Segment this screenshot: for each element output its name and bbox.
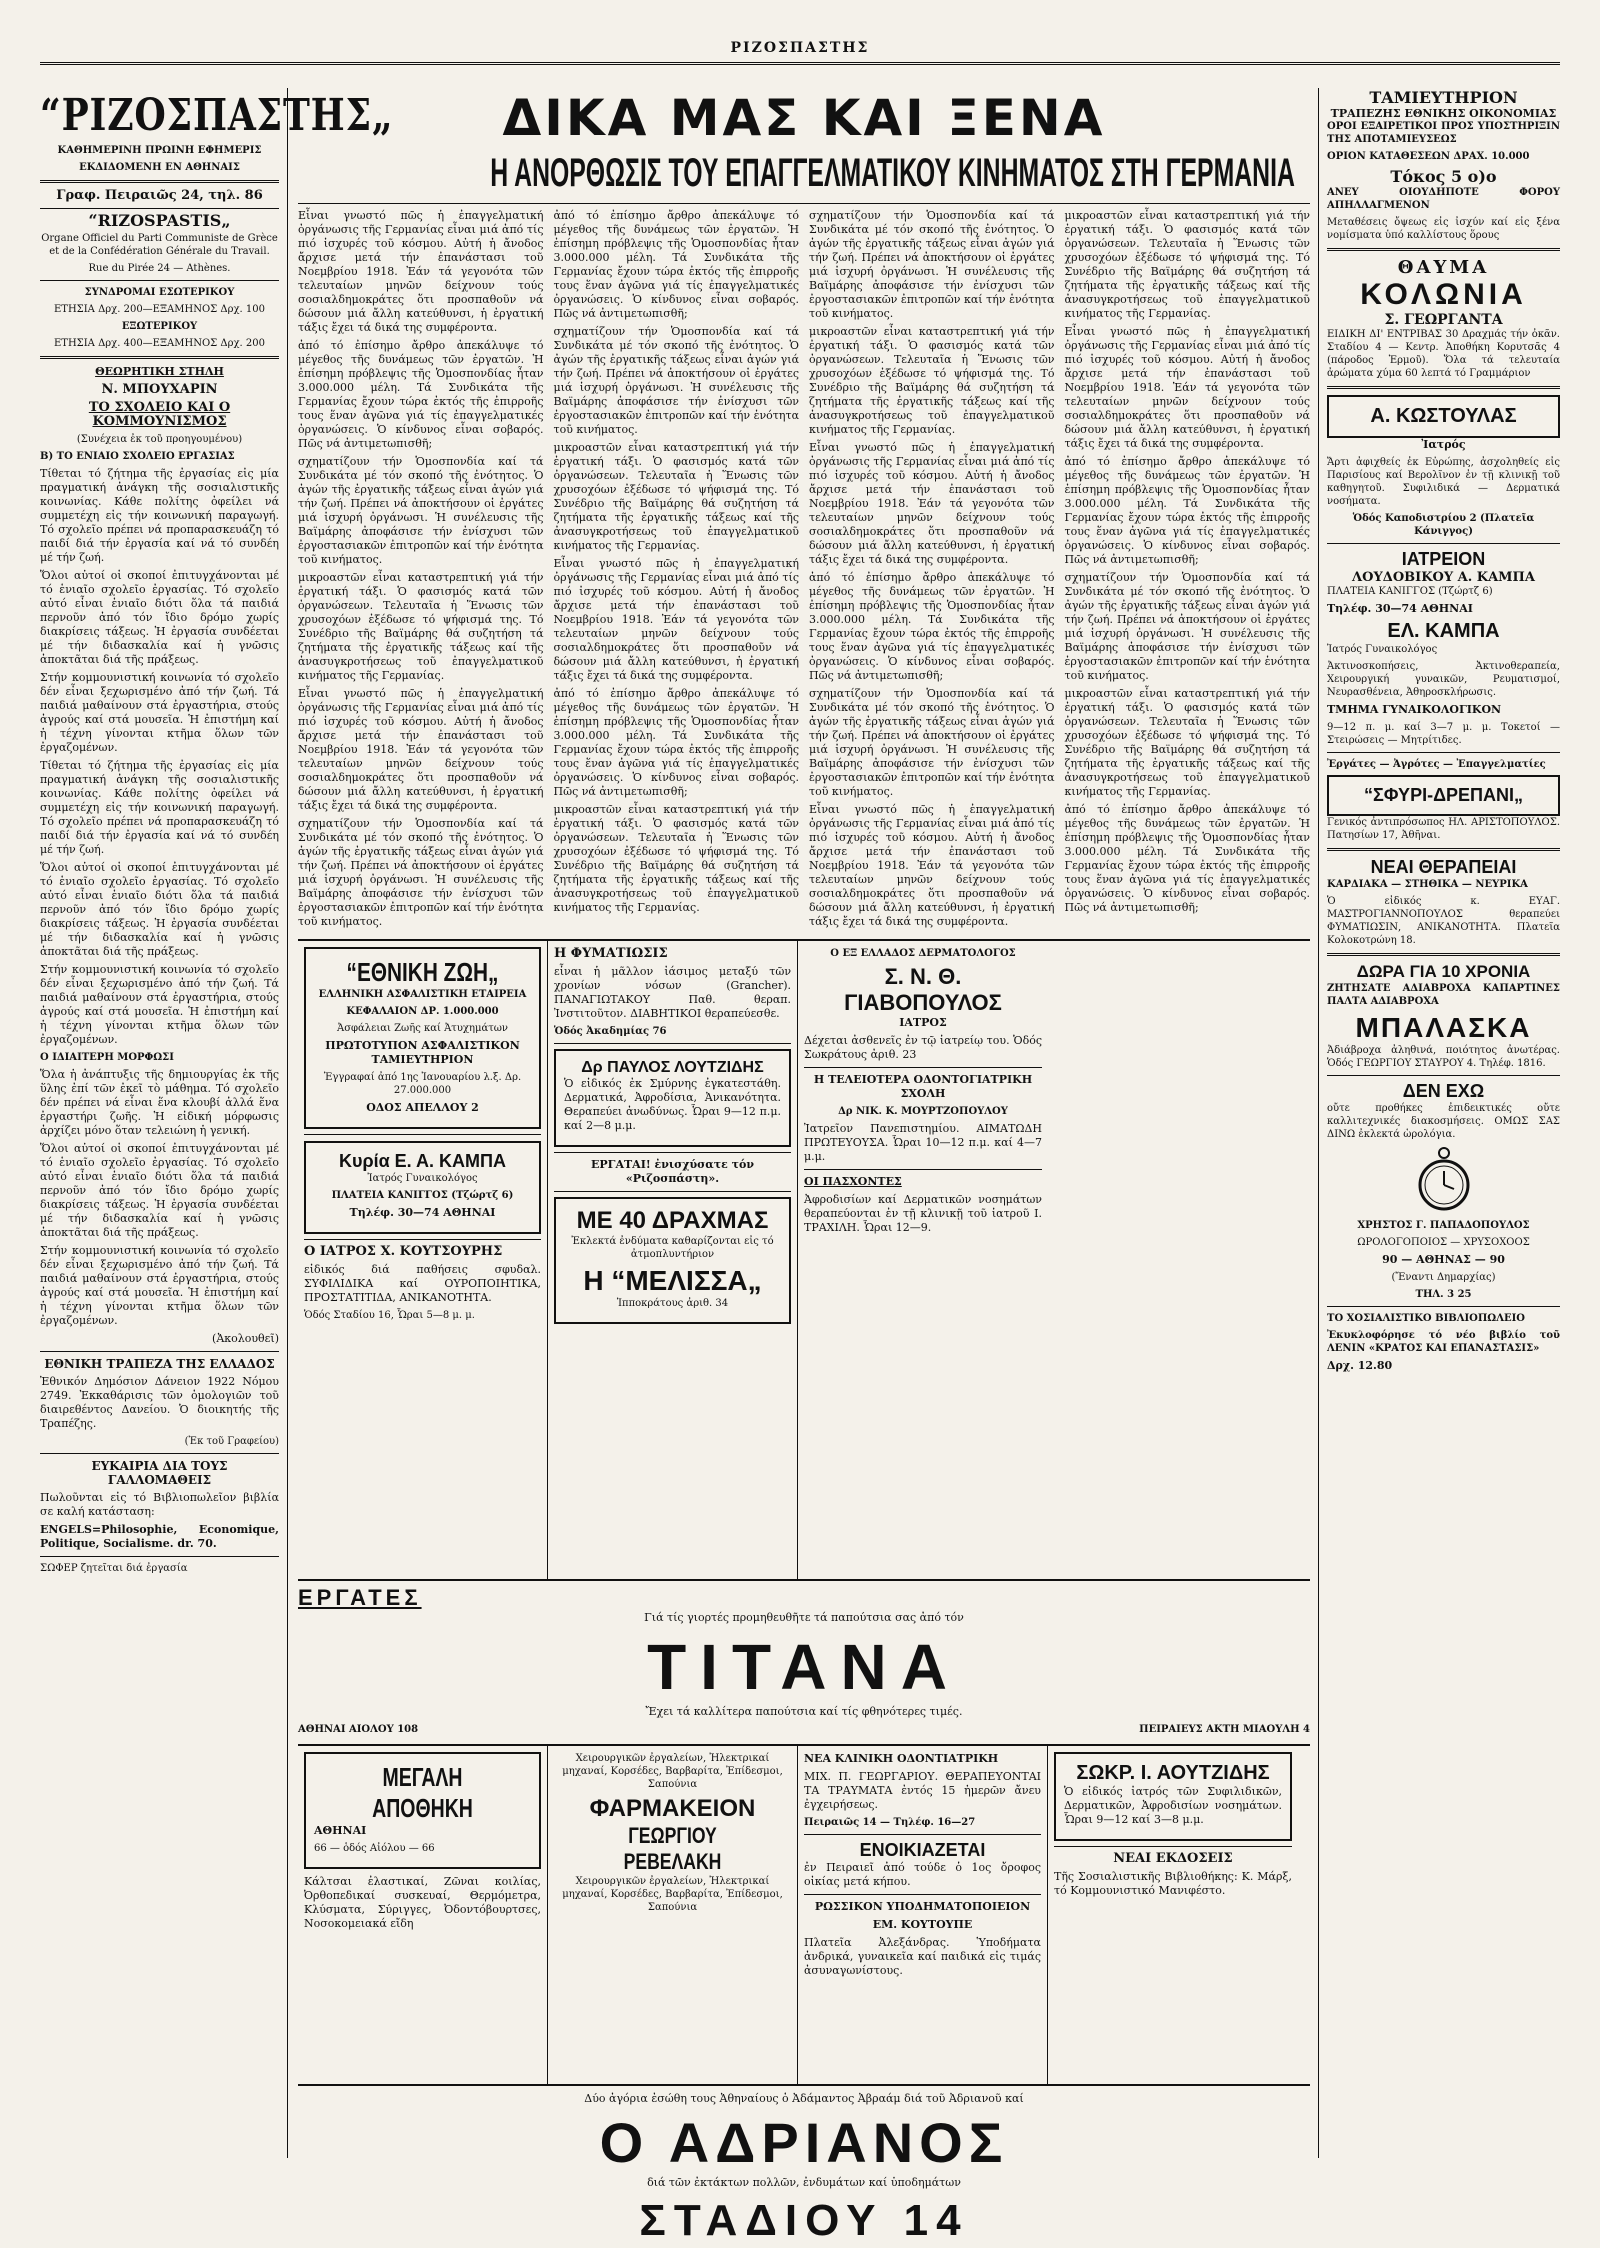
ad-kolonia: ΘΑΥΜΑ ΚΟΛΩΝΙΑ Σ. ΓΕΩΡΓΑΝΤΑ ΕΙΔΙΚΗ ΔΙ' ΕΝΤΡΙΒΑΣ 30 Δραχμάς τήν ὀκᾶν. Σταδίου 4 — Κεντρ. Ἀποθήκη Κορυτσᾶς 4 (πάροδος Ἑρμοῦ). Ὅλα τά τελευταία ἀρώματα χύμα 60 λεπτά τό Γραμμάριον bbox=[1327, 257, 1560, 379]
bank-notice-text: Ἐθνικόν Δημόσιον Δάνειον 1922 Νόμου 2749. Ἐκκαθάρισις τῶν ὁμολογιῶν τοῦ διαιρεθέντος Δανείου. Ὁ διοικητής τῆς Τραπέζης. bbox=[40, 1375, 279, 1430]
adrianos-logo: Ο ΑΔΡΙΑΝΟΣ bbox=[599, 2111, 1009, 2174]
ad-adrianos: Δύο ἀγόρια ἐσώθη τους Ἀθηναίους ὁ Ἀδάμαντος Ἀβραάμ διά τοῦ Ἀδριανοῦ καί Ο ΑΔΡΙΑΝΟΣ διά τῶν ἐκτάκτων πολλῶν, ἐνδυμάτων καί ὑποδημάτων ΣΤΑΔΙΟΥ 14 bbox=[298, 2084, 1310, 2248]
ad-koutsouris-title: Ο ΙΑΤΡΟΣ Χ. ΚΟΥΤΣΟΥΡΗΣ bbox=[304, 1244, 503, 1259]
ad-rent-text: ἐν Πειραιεῖ ἀπό τούδε ὁ 1ος ὄροφος οἰκίας μετά κήπου. bbox=[804, 1861, 1041, 1888]
ad-sfyri-lead: Ἐργάτες — Ἀγρότες — Ἐπαγγελματίες bbox=[1327, 759, 1546, 770]
ad-melissa: ΜΕ 40 ΔΡΑΧΜΑΣ Ἐκλεκτά ἐνδύματα καθαρίζονται εἰς τό ἀτμοπλυντήριον Η “ΜΕΛΙΣΣΑ„ Ἱπποκράτους ἀριθ. 34 bbox=[554, 1197, 791, 1324]
ad-koutsouris-text: εἰδικός διά παθήσεις σφυδαλ. ΣΥΦΙΛΙΔΙΚΑ καί ΟΥΡΟΠΟΙΗΤΙΚΑ, ΠΡΟΣΤΑΤΙΤΙΔΑ, ΑΝΙΚΑΝΟΤΗΤΑ. bbox=[304, 1263, 541, 1304]
ad-mpalaska: ΔΩΡΑ ΓΙΑ 10 ΧΡΟΝΙΑ ΖΗΤΗΣΑΤΕ ΑΔΙΑΒΡΟΧΑ ΚΑΠΑΡΤΙΝΕΣ ΠΑΛΤΑ ΑΔΙΑΒΡΟΧΑ ΜΠΑΛΑΣΚΑ Ἀδιάβροχα ἀληθινά, ποιότητος ἀνωτέρας. Ὁδός ΓΕΩΡΓΙΟΥ ΣΤΑΥΡΟΥ 4. Τηλέφ. 1816. bbox=[1327, 962, 1560, 1069]
ad-fymatiosis-foot: Ὁδός Ἀκαδημίας 76 bbox=[554, 1026, 667, 1037]
ad-ethniki-zoi: “ΕΘΝΙΚΗ ΖΩΗ„ ΕΛΛΗΝΙΚΗ ΑΣΦΑΛΙΣΤΙΚΗ ΕΤΑΙΡΕΙΑ ΚΕΦΑΛΑΙΟΝ ΔΡ. 1.000.000 Ἀσφάλειαι Ζωῆς καί Ἀτυχημάτων ΠΡΩΤΟΤΥΠΟΝ ΑΣΦΑΛΙΣΤΙΚΟΝ ΤΑΜΙΕΥΤΗΡΙΟΝ Ἐγγραφαί ἀπό 1ης Ἰανουαρίου λ.ξ. Δρ. 27.000.000 ΟΔΟΣ ΑΠΕΛΛΟΥ 2 bbox=[304, 947, 541, 1129]
running-head: ΡΙΖΟΣΠΑΣΤΗΣ bbox=[730, 40, 870, 56]
article-column: Εἶναι γνωστό πῶς ἡ ἐπαγγελματική ὀργάνωσις τῆς Γερμανίας εἶναι μιά ἀπό τίς πιό ἰσχυρές τοῦ κόσμου. Αὐτή ἡ ἄνοδος ἄρχισε μετά τήν ἐπανάστασι τοῦ Νοεμβρίου 1918. Ἐάν τά γεγονότα τῶν τελευταίων μηνῶν δείχνουν τούς σοσιαλδημοκράτες ὅτι προσπαθοῦν νά δώσουν μιά ἄλλη κατεύθυνσι, ἡ ἐργατική τάξις ἔχει τά δικά της συμφέροντα. ἀπό τό ἐπίσημο ἄρθρο ἀπεκάλυψε τό μέγεθος τῆς δυνάμεως τῶν ἐργατῶν. Ἡ ἐπίσημη πρόβλεψις τῆς Ὁμοσπονδίας ἦταν 3.000.000 μέλη. Τά Συνδικάτα τῆς Γερμανίας ἔχουν τώρα ἐκτός τῆς ἐπιρροῆς τους ἕναν ἀγῶνα γιά τίς ἐπαγγελματικές ὀργανώσεις. Ὁ κίνδυνος εἶναι σοβαρός. Πῶς νά ἀντιμετωπισθῆ; σχηματίζουν τήν Ὁμοσπονδία καί τά Συνδικάτα μέ τόν σκοπό τῆς ἐνότητος. Ὁ ἀγών τῆς ἐργατικῆς τάξεως εἶναι ἀγών γιά τήν ζωή. Πρέπει νά ἀποκτήσουν οἱ ἐργάτες μιά ἰσχυρή ὀργάνωσι. Ἡ συνέλευσις τῆς Βαϊμάρης ἀποφάσισε τήν ἐνίσχυσι τῶν ἐργοστασιακῶν ἐπιτροπῶν καί τήν ἑνότητα τοῦ κινήματος. μικροαστῶν εἶναι καταστρεπτική γιά τήν ἐργατική τάξι. Ὁ φασισμός κατά τῶν ὀργανώσεων. Τελευταῖα ἡ Ἕνωσις τῶν χρυσοχόων ἐξέδωσε τό ψήφισμά της. Τό Συνέδριο τῆς Βαϊμάρης θά συζητήση τά ζητήματα τῆς ἐργατικῆς τάξεως καί τῆς ἀνασυγκροτήσεως τοῦ ἐπαγγελματικοῦ κινήματος τῆς Γερμανίας. Εἶναι γνωστό πῶς ἡ ἐπαγγελματική ὀργάνωσις τῆς Γερμανίας εἶναι μιά ἀπό τίς πιό ἰσχυρές τοῦ κόσμου. Αὐτή ἡ ἄνοδος ἄρχισε μετά τήν ἐπανάστασι τοῦ Νοεμβρίου 1918. Ἐάν τά γεγονότα τῶν τελευταίων μηνῶν δείχνουν τούς σοσιαλδημοκράτες ὅτι προσπαθοῦν νά δώσουν μιά ἄλλη κατεύθυνσι, ἡ ἐργατική τάξις ἔχει τά δικά της συμφέροντα. σχηματίζουν τήν Ὁμοσπονδία καί τά Συνδικάτα μέ τόν σκοπό τῆς ἐνότητος. Ὁ ἀγών τῆς ἐργατικῆς τάξεως εἶναι ἀγών γιά τήν ζωή. Πρέπει νά ἀποκτήσουν οἱ ἐργάτες μιά ἰσχυρή ὀργάνωσι. Ἡ συνέλευσις τῆς Βαϊμάρης ἀποφάσισε τήν ἐνίσχυσι τῶν ἐργοστασιακῶν ἐπιτροπῶν καί τήν ἑνότητα τοῦ κινήματος. bbox=[298, 209, 544, 928]
latin-desc: Organe Officiel du Parti Communiste de Grèce et de la Confédération Générale du Travail. bbox=[41, 233, 278, 257]
ad-column-lower bbox=[1048, 1746, 1298, 2084]
ad-sfyri: “ΣΦΥΡΙ-ΔΡΕΠΑΝΙ„ bbox=[1327, 775, 1560, 816]
article-column: σχηματίζουν τήν Ὁμοσπονδία καί τά Συνδικάτα μέ τόν σκοπό τῆς ἐνότητος. Ὁ ἀγών τῆς ἐργατικῆς τάξεως εἶναι ἀγών γιά τήν ζωή. Πρέπει νά ἀποκτήσουν οἱ ἐργάτες μιά ἰσχυρή ὀργάνωσι. Ἡ συνέλευσις τῆς Βαϊμάρης ἀποφάσισε τήν ἐνίσχυσι τῶν ἐργοστασιακῶν ἐπιτροπῶν καί τήν ἑνότητα τοῦ κινήματος. μικροαστῶν εἶναι καταστρεπτική γιά τήν ἐργατική τάξι. Ὁ φασισμός κατά τῶν ὀργανώσεων. Τελευταῖα ἡ Ἕνωσις τῶν χρυσοχόων ἐξέδωσε τό ψήφισμά της. Τό Συνέδριο τῆς Βαϊμάρης θά συζητήση τά ζητήματα τῆς ἐργατικῆς τάξεως καί τῆς ἀνασυγκροτήσεως τοῦ ἐπαγγελματικοῦ κινήματος τῆς Γερμανίας. Εἶναι γνωστό πῶς ἡ ἐπαγγελματική ὀργάνωσις τῆς Γερμανίας εἶναι μιά ἀπό τίς πιό ἰσχυρές τοῦ κόσμου. Αὐτή ἡ ἄνοδος ἄρχισε μετά τήν ἐπανάστασι τοῦ Νοεμβρίου 1918. Ἐάν τά γεγονότα τῶν τελευταίων μηνῶν δείχνουν τούς σοσιαλδημοκράτες ὅτι προσπαθοῦν νά δώσουν μιά ἄλλη κατεύθυνσι, ἡ ἐργατική τάξις ἔχει τά δικά της συμφέροντα. ἀπό τό ἐπίσημο ἄρθρο ἀπεκάλυψε τό μέγεθος τῆς δυνάμεως τῶν ἐργατῶν. Ἡ ἐπίσημη πρόβλεψις τῆς Ὁμοσπονδίας ἦταν 3.000.000 μέλη. Τά Συνδικάτα τῆς Γερμανίας ἔχουν τώρα ἐκτός τῆς ἐπιρροῆς τους ἕναν ἀγῶνα γιά τίς ἐπαγγελματικές ὀργανώσεις. Ὁ κίνδυνος εἶναι σοβαρός. Πῶς νά ἀντιμετωπισθῆ; σχηματίζουν τήν Ὁμοσπονδία καί τά Συνδικάτα μέ τόν σκοπό τῆς ἐνότητος. Ὁ ἀγών τῆς ἐργατικῆς τάξεως εἶναι ἀγών γιά τήν ζωή. Πρέπει νά ἀποκτήσουν οἱ ἐργάτες μιά ἰσχυρή ὀργάνωσι. Ἡ συνέλευσις τῆς Βαϊμάρης ἀποφάσισε τήν ἐνίσχυσι τῶν ἐργοστασιακῶν ἐπιτροπῶν καί τήν ἑνότητα τοῦ κινήματος. Εἶναι γνωστό πῶς ἡ ἐπαγγελματική ὀργάνωσις τῆς Γερμανίας εἶναι μιά ἀπό τίς πιό ἰσχυρές τοῦ κόσμου. Αὐτή ἡ ἄνοδος ἄρχισε μετά τήν ἐπανάστασι τοῦ Νοεμβρίου 1918. Ἐάν τά γεγονότα τῶν τελευταίων μηνῶν δείχνουν τούς σοσιαλδημοκράτες ὅτι προσπαθοῦν νά δώσουν μιά ἄλλη κατεύθυνσι, ἡ ἐργατική τάξις ἔχει τά δικά της συμφέροντα. bbox=[809, 209, 1055, 928]
section-heading: Ο ΙΔΙΑΙΤΕΡΗ ΜΟΡΦΩΣΙ bbox=[40, 1052, 174, 1063]
ad-kostoulas: Α. ΚΩΣΤΟΥΛΑΣ bbox=[1327, 395, 1560, 438]
ad-kampa: Κυρία Ε. Α. ΚΑΜΠΑ Ἰατρός Γυναικολόγος ΠΛΑΤΕΙΑ ΚΑΝΙΓΓΟΣ (Τζώρτζ 6) Τηλέφ. 30—74 ΑΘΗΝΑΙ bbox=[304, 1141, 541, 1234]
latin-title: “RIZOSPASTIS„ bbox=[88, 211, 231, 230]
section-banner: ΔΙΚΑ ΜΑΣ ΚΑΙ ΞΕΝΑ bbox=[502, 89, 1106, 147]
subscriptions-title: ΣΥΝΔΡΟΜΑΙ ΕΣΩΤΕΡΙΚΟΥ bbox=[84, 287, 235, 298]
masthead: “ΡΙΖΟΣΠΑΣΤΗΣ„ bbox=[40, 90, 394, 141]
opportunity-books: ENGELS=Philosophie, Economique, Politique, Socialisme. dr. 70. bbox=[40, 1523, 279, 1550]
ad-dermatologist-text: Δέχεται ἀσθενεῖς ἐν τῷ ἰατρείῳ του. Ὁδός Σωκράτους ἀριθ. 23 bbox=[804, 1034, 1042, 1061]
column-title: ΘΕΩΡΗΤΙΚΗ ΣΤΗΛΗ bbox=[95, 365, 224, 378]
author: Ν. ΜΠΟΥΧΑΡΙΝ bbox=[101, 382, 218, 397]
subscriptions-foreign: ΕΤΗΣΙΑ Δρχ. 400—ΕΞΑΜΗΝΟΣ Δρχ. 200 bbox=[53, 338, 266, 349]
ad-dental-title: Η ΤΕΛΕΙΟΤΕΡΑ ΟΔΟΝΤΟΓΙΑΤΡΙΚΗ ΣΧΟΛΗ bbox=[813, 1073, 1033, 1100]
ad-column-lower bbox=[798, 1746, 1048, 2084]
ad-column bbox=[298, 941, 548, 1579]
article-signature: (Ἀκολουθεῖ) bbox=[212, 1332, 279, 1345]
article-paragraph: Τίθεται τό ζήτημα τῆς ἐργασίας εἰς μία πραγματική ἀνάγκη τῆς σοσιαλιστικῆς κοινωνίας. Κάθε πολίτης ὀφείλει νά συμμετέχη εἰς τήν κοινωνική παραγωγή. Τό σχολεῖο πρέπει νά προπαρασκευάζη τό παιδί διά τήν ἐργασία καί νά τό συνδέη μέ τήν ζωή. bbox=[40, 467, 279, 564]
ad-bookshop: ΤΟ ΧΟΣΙΑΛΙΣΤΙΚΟ ΒΙΒΛΙΟΠΩΛΕΙΟ Ἐκυκλοφόρησε τό νέο βιβλίο τοῦ ΛΕΝΙΝ «ΚΡΑΤΟΣ ΚΑΙ ΕΠΑΝΑΣΤΑΣΙΣ» Δρχ. 12.80 bbox=[1327, 1313, 1560, 1372]
ad-kostoulas-sub: Ἰατρός bbox=[1421, 438, 1466, 451]
newspaper-page bbox=[40, 40, 1560, 2245]
ad-iatreion: ΙΑΤΡΕΙΟΝ ΛΟΥΔΟΒΙΚΟΥ Α. ΚΑΜΠΑ ΠΛΑΤΕΙΑ ΚΑΝΙΓΓΟΣ (Τζώρτζ 6) Τηλέφ. 30—74 ΑΘΗΝΑΙ ΕΛ. ΚΑΜΠΑ Ἰατρός Γυναικολόγος Ἀκτινοσκοπήσεις, Ἀκτινοθεραπεία, Χειρουργική γυναικῶν, Ρευματισμοί, Νευρασθένεια, Ἀθηροσκλήρωσις. ΤΜΗΜΑ ΓΥΝΑΙΚΟΛΟΓΙΚΟΝ 9—12 π. μ. καί 3—7 μ. μ. Τοκετοί — Στειρώσεις — Μητρίτιδες. bbox=[1327, 549, 1560, 746]
ad-shoes-text: Πλατεῖα Ἀλεξάνδρας. Ὑποδήματα ἀνδρικά, γυναικεῖα καί παιδικά εἰς τιμάς ἀσυναγωνίστους. bbox=[804, 1936, 1041, 1977]
classified-footer: ΣΩΦΕΡ ζητεῖται διά ἐργασία bbox=[40, 1563, 188, 1574]
ad-column bbox=[798, 941, 1048, 1579]
ad-shoes-name: ΕΜ. ΚΟΥΤΟΥΠΕ bbox=[872, 1918, 973, 1931]
article-paragraph: Στήν κομμουνιστική κοινωνία τό σχολεῖο δέν εἶναι ξεχωρισμένο ἀπό τήν ζωή. Τά παιδιά μαθαίνουν στά ἐργαστήρια, στούς ἀγρούς καί στά μουσεῖα. Ἡ ἐπιστήμη καί ἡ τέχνη γίνονται κτῆμα ὅλων τῶν ἐργαζομένων. bbox=[40, 963, 279, 1046]
article-paragraph: Ὅλοι αὐτοί οἱ σκοποί ἐπιτυγχάνονται μέ τό ἑνιαῖο σχολεῖο ἐργασίας. Τό σχολεῖο αὐτό εἶναι ἑνιαῖο διότι ὅλα τά παιδιά περνοῦν ἀπό τόν ἴδιο δρόμο χωρίς διακρίσεις τάξεως. Ἡ ἐργασία συνδέεται μέ τήν διδασκαλία καί ἡ γνῶσις ἀποκτᾶται διά τῆς πράξεως. bbox=[40, 569, 279, 666]
office-address: Γραφ. Πειραιῶς 24, τηλ. 86 bbox=[56, 188, 263, 203]
article-paragraph: Ὅλα ἡ ἀνάπτυξις τῆς δημιουργίας ἐκ τῆς ὕλης ἐπί τῶν ἐκεῖ τὸ μάθημα. Τό σχολεῖο δέν πρέπει νά εἶναι ἕνα κλουβί ἀλλά ἕνα ἐργαστήρι ζωῆς. Ἡ εἰδική μόρφωσις ἀρχίζει μόνο ὅταν τελειώνη ἡ γενική. bbox=[40, 1068, 279, 1137]
ad-titana: ΕΡΓΑΤΕΣ Γιά τίς γιορτές προμηθευθῆτε τά παπούτσια σας ἀπό τόν ΤΙΤΑΝΑ Ἔχει τά καλλίτερα παπούτσια καί τίς φθηνότερες τιμές. ΑΘΗΝΑΙ ΑΙΟΛΟΥ 108 ΠΕΙΡΑΙΕΥΣ ΑΚΤΗ ΜΙΑΟΥΛΗ 4 bbox=[298, 1579, 1310, 1744]
opportunity-title: ΕΥΚΑΙΡΙΑ ΔΙΑ ΤΟΥΣ ΓΑΛΛΟΜΑΘΕΙΣ bbox=[91, 1459, 228, 1487]
article-paragraph: Στήν κομμουνιστική κοινωνία τό σχολεῖο δέν εἶναι ξεχωρισμένο ἀπό τήν ζωή. Τά παιδιά μαθαίνουν στά ἐργαστήρια, στούς ἀγρούς καί στά μουσεῖα. Ἡ ἐπιστήμη καί ἡ τέχνη γίνονται κτῆμα ὅλων τῶν ἐργαζομένων. bbox=[40, 671, 279, 754]
main-article bbox=[298, 209, 1310, 939]
article-paragraph: Ὅλοι αὐτοί οἱ σκοποί ἐπιτυγχάνονται μέ τό ἑνιαῖο σχολεῖο ἐργασίας. Τό σχολεῖο αὐτό εἶναι ἑνιαῖο διότι ὅλα τά παιδιά περνοῦν ἀπό τόν ἴδιο δρόμο χωρίς διακρίσεις τάξεως. Ἡ ἐργασία συνδέεται μέ τήν διδασκαλία καί ἡ γνῶσις ἀποκτᾶται διά τῆς πράξεως. bbox=[40, 1142, 279, 1239]
ad-store: ΜΕΓΑΛΗ ΑΠΟΘΗΚΗ ΑΘΗΝΑΙ 66 — ὁδός Αἰόλου — 66 Κάλτσαι ἐλαστικαί, Ζῶναι κοιλίας, Ὀρθοπεδικαί συσκευαί, Θερμόμετρα, Κλύσματα, Σύριγγες, Ὀδοντόβουρτσες, Νοσοκομειακά εἴδη bbox=[298, 1746, 548, 2084]
article-title: ΤΟ ΣΧΟΛΕΙΟ ΚΑΙ Ο ΚΟΜΜΟΥΝΙΣΜΟΣ bbox=[88, 400, 231, 429]
ad-loutzidis: Δρ ΠΑΥΛΟΣ ΛΟΥΤΖΙΔΗΣ Ὁ εἰδικός ἐκ Σμύρνης ἐγκατεστάθη. Δερματικά, Ἀφροδίσια, Ἀνικανότητα. Θεραπεύει ἀνωδύνως. Ὧραι 9—12 π.μ. καί 2—8 μ.μ. bbox=[554, 1049, 791, 1147]
top-rule bbox=[40, 62, 1560, 65]
titana-logo: ΤΙΤΑΝΑ bbox=[647, 1631, 961, 1703]
ad-patients-text: Ἀφροδισίων καί Δερματικῶν νοσημάτων θεραπεύονται ἐν τῇ κλινικῇ τοῦ ἰατροῦ Ι. ΤΡΑΧΙΛΗ. Ὧραι 12—9. bbox=[804, 1193, 1042, 1234]
ad-fymatiosis-title: Η ΦΥΜΑΤΙΩΣΙΣ bbox=[554, 946, 668, 961]
center-column bbox=[298, 88, 1310, 2245]
opportunity-text: Πωλοῦνται εἰς τό Βιβλιοπωλεῖον βιβλία σε καλή κατάσταση: bbox=[40, 1491, 279, 1518]
article-paragraph: Τίθεται τό ζήτημα τῆς ἐργασίας εἰς μία πραγματική ἀνάγκη τῆς σοσιαλιστικῆς κοινωνίας. Κάθε πολίτης ὀφείλει νά συμμετέχη εἰς τήν κοινωνική παραγωγή. Τό σχολεῖο πρέπει νά προπαρασκευάζη τό παιδί διά τήν ἐργασία καί νά τό συνδέη μέ τήν ζωή. bbox=[40, 759, 279, 856]
ad-therapies: ΝΕΑΙ ΘΕΡΑΠΕΙΑΙ ΚΑΡΔΙΑΚΑ — ΣΤΗΘΙΚΑ — ΝΕΥΡΙΚΑ Ὁ εἰδικός κ. ΕΥΑΓ. ΜΑΣΤΡΟΓΙΑΝΝΟΠΟΥΛΟΣ θεραπεύει ΦΥΜΑΤΙΩΣΙΝ, ΑΝΙΚΑΝΟΤΗΤΑ. Πλατεῖα Κολοκοτρώνη 18. bbox=[1327, 857, 1560, 946]
ad-clinic-addr: Πειραιῶς 14 — Τηλέφ. 16—27 bbox=[804, 1817, 976, 1828]
ad-workers-note: ΕΡΓΑΤΑΙ! ἐνισχύσατε τόν «Ριζοσπάστη». bbox=[590, 1158, 754, 1185]
bank-notice-title: ΕΘΝΙΚΗ ΤΡΑΠΕΖΑ ΤΗΣ ΕΛΛΑΔΟΣ bbox=[44, 1357, 275, 1371]
ad-clinic-text: ΜΙΧ. Π. ΓΕΩΡΓΑΡΙΟΥ. ΘΕΡΑΠΕΥΟΝΤΑΙ ΤΑ ΤΡΑΥΜΑΤΑ ἐντός 15 ἡμερῶν ἄνευ ἐγχειρήσεως. bbox=[804, 1770, 1041, 1811]
ad-pharmacy: Χειρουργικῶν ἐργαλείων, Ἠλεκτρικαί μηχαναί, Κορσέδες, Βαρβαρίτα, Ἐπίδεσμοι, Σαπούνια ΦΑΡΜΑΚΕΙΟΝ ΓΕΩΡΓΙΟΥ ΡΕΒΕΛΑΚΗ Χειρουργικῶν ἐργαλείων, Ἠλεκτρικαί μηχαναί, Κορσέδες, Βαρβαρίτα, Ἐπίδεσμοι, Σαπούνια bbox=[548, 1746, 798, 2084]
ad-dental-text: Ἰατρεῖον Πανεπιστημίου. ΑΙΜΑΤΩΔΗ ΠΡΩΤΕΥΟΥΣΑ. Ὧραι 10—12 π.μ. καί 4—7 μ.μ. bbox=[804, 1122, 1042, 1163]
ad-kostoulas-text: Ἄρτι ἀφιχθείς ἐκ Εὐρώπης, ἀσχοληθείς εἰς Παρισίους καί Βερολῖνον ἐν τῇ κλινικῇ τοῦ καθηγητοῦ. Συφιλιδικά — Δερματικά νοσήματα. bbox=[1327, 457, 1560, 507]
ads-row-lower bbox=[298, 1744, 1310, 2084]
subscriptions-title-foreign: ΕΞΩΤΕΡΙΚΟΥ bbox=[121, 321, 198, 332]
latin-address: Rue du Pirée 24 — Athènes. bbox=[88, 263, 231, 274]
ad-dermatologist-sub: ΙΑΤΡΟΣ bbox=[899, 1016, 947, 1029]
ad-clinic-title: ΝΕΑ ΚΛΙΝΙΚΗ ΟΔΟΝΤΙΑΤΡΙΚΗ bbox=[804, 1752, 999, 1765]
subscriptions-domestic: ΕΤΗΣΙΑ Δρχ. 200—ΕΞΑΜΗΝΟΣ Δρχ. 100 bbox=[53, 304, 266, 315]
ad-dermatologist-name: Σ. Ν. Θ. ΓΙΑΒΟΠΟΥΛΟΣ bbox=[844, 964, 1002, 1015]
ad-rent-title: ΕΝΟΙΚΙΑΖΕΤΑΙ bbox=[859, 1840, 986, 1860]
article-paragraph: Ὅλοι αὐτοί οἱ σκοποί ἐπιτυγχάνονται μέ τό ἑνιαῖο σχολεῖο ἐργασίας. Τό σχολεῖο αὐτό εἶναι ἑνιαῖο διότι ὅλα τά παιδιά περνοῦν ἀπό τόν ἴδιο δρόμο χωρίς διακρίσεις τάξεως. Ἡ ἐργασία συνδέεται μέ τήν διδασκαλία καί ἡ γνῶσις ἀποκτᾶται διά τῆς πράξεως. bbox=[40, 861, 279, 958]
ad-dental-name: Δρ ΝΙΚ. Κ. ΜΟΥΡΤΖΟΠΟΥΛΟΥ bbox=[838, 1106, 1008, 1117]
ad-patients-title: ΟΙ ΠΑΣΧΟΝΤΕΣ bbox=[804, 1175, 902, 1188]
article-subtitle: (Συνέχεια ἐκ τοῦ προηγουμένου) bbox=[76, 434, 243, 445]
adrianos-address: ΣΤΑΔΙΟΥ 14 bbox=[639, 2196, 969, 2245]
main-headline: Η ΑΝΟΡΘΩΣΙΣ ΤΟΥ ΕΠΑΓΓΕΛΜΑΤΙΚΟΥ ΚΙΝΗΜΑΤΟΣ ΣΤΗ ΓΕΡΜΑΝΙΑ bbox=[490, 151, 1295, 195]
masthead-sub1: ΚΑΘΗΜΕΡΙΝΗ ΠΡΩΙΝΗ ΕΦΗΜΕΡΙΣ bbox=[57, 145, 262, 156]
article-column: ἀπό τό ἐπίσημο ἄρθρο ἀπεκάλυψε τό μέγεθος τῆς δυνάμεως τῶν ἐργατῶν. Ἡ ἐπίσημη πρόβλεψις τῆς Ὁμοσπονδίας ἦταν 3.000.000 μέλη. Τά Συνδικάτα τῆς Γερμανίας ἔχουν τώρα ἐκτός τῆς ἐπιρροῆς τους ἕναν ἀγῶνα γιά τίς ἐπαγγελματικές ὀργανώσεις. Ὁ κίνδυνος εἶναι σοβαρός. Πῶς νά ἀντιμετωπισθῆ; σχηματίζουν τήν Ὁμοσπονδία καί τά Συνδικάτα μέ τόν σκοπό τῆς ἐνότητος. Ὁ ἀγών τῆς ἐργατικῆς τάξεως εἶναι ἀγών γιά τήν ζωή. Πρέπει νά ἀποκτήσουν οἱ ἐργάτες μιά ἰσχυρή ὀργάνωσι. Ἡ συνέλευσις τῆς Βαϊμάρης ἀποφάσισε τήν ἐνίσχυσι τῶν ἐργοστασιακῶν ἐπιτροπῶν καί τήν ἑνότητα τοῦ κινήματος. μικροαστῶν εἶναι καταστρεπτική γιά τήν ἐργατική τάξι. Ὁ φασισμός κατά τῶν ὀργανώσεων. Τελευταῖα ἡ Ἕνωσις τῶν χρυσοχόων ἐξέδωσε τό ψήφισμά της. Τό Συνέδριο τῆς Βαϊμάρης θά συζητήση τά ζητήματα τῆς ἐργατικῆς τάξεως καί τῆς ἀνασυγκροτήσεως τοῦ ἐπαγγελματικοῦ κινήματος τῆς Γερμανίας. Εἶναι γνωστό πῶς ἡ ἐπαγγελματική ὀργάνωσις τῆς Γερμανίας εἶναι μιά ἀπό τίς πιό ἰσχυρές τοῦ κόσμου. Αὐτή ἡ ἄνοδος ἄρχισε μετά τήν ἐπανάστασι τοῦ Νοεμβρίου 1918. Ἐάν τά γεγονότα τῶν τελευταίων μηνῶν δείχνουν τούς σοσιαλδημοκράτες ὅτι προσπαθοῦν νά δώσουν μιά ἄλλη κατεύθυνσι, ἡ ἐργατική τάξις ἔχει τά δικά της συμφέροντα. ἀπό τό ἐπίσημο ἄρθρο ἀπεκάλυψε τό μέγεθος τῆς δυνάμεως τῶν ἐργατῶν. Ἡ ἐπίσημη πρόβλεψις τῆς Ὁμοσπονδίας ἦταν 3.000.000 μέλη. Τά Συνδικάτα τῆς Γερμανίας ἔχουν τώρα ἐκτός τῆς ἐπιρροῆς τους ἕναν ἀγῶνα γιά τίς ἐπαγγελματικές ὀργανώσεις. Ὁ κίνδυνος εἶναι σοβαρός. Πῶς νά ἀντιμετωπισθῆ; μικροαστῶν εἶναι καταστρεπτική γιά τήν ἐργατική τάξι. Ὁ φασισμός κατά τῶν ὀργανώσεων. Τελευταῖα ἡ Ἕνωσις τῶν χρυσοχόων ἐξέδωσε τό ψήφισμά της. Τό Συνέδριο τῆς Βαϊμάρης θά συζητήση τά ζητήματα τῆς ἐργατικῆς τάξεως καί τῆς ἀνασυγκροτήσεως τοῦ ἐπαγγελματικοῦ κινήματος τῆς Γερμανίας. bbox=[553, 209, 799, 914]
article-column: μικροαστῶν εἶναι καταστρεπτική γιά τήν ἐργατική τάξι. Ὁ φασισμός κατά τῶν ὀργανώσεων. Τελευταῖα ἡ Ἕνωσις τῶν χρυσοχόων ἐξέδωσε τό ψήφισμά της. Τό Συνέδριο τῆς Βαϊμάρης θά συζητήση τά ζητήματα τῆς ἐργατικῆς τάξεως καί τῆς ἀνασυγκροτήσεως τοῦ ἐπαγγελματικοῦ κινήματος τῆς Γερμανίας. Εἶναι γνωστό πῶς ἡ ἐπαγγελματική ὀργάνωσις τῆς Γερμανίας εἶναι μιά ἀπό τίς πιό ἰσχυρές τοῦ κόσμου. Αὐτή ἡ ἄνοδος ἄρχισε μετά τήν ἐπανάστασι τοῦ Νοεμβρίου 1918. Ἐάν τά γεγονότα τῶν τελευταίων μηνῶν δείχνουν τούς σοσιαλδημοκράτες ὅτι προσπαθοῦν νά δώσουν μιά ἄλλη κατεύθυνσι, ἡ ἐργατική τάξις ἔχει τά δικά της συμφέροντα. ἀπό τό ἐπίσημο ἄρθρο ἀπεκάλυψε τό μέγεθος τῆς δυνάμεως τῶν ἐργατῶν. Ἡ ἐπίσημη πρόβλεψις τῆς Ὁμοσπονδίας ἦταν 3.000.000 μέλη. Τά Συνδικάτα τῆς Γερμανίας ἔχουν τώρα ἐκτός τῆς ἐπιρροῆς τους ἕναν ἀγῶνα γιά τίς ἐπαγγελματικές ὀργανώσεις. Ὁ κίνδυνος εἶναι σοβαρός. Πῶς νά ἀντιμετωπισθῆ; σχηματίζουν τήν Ὁμοσπονδία καί τά Συνδικάτα μέ τόν σκοπό τῆς ἐνότητος. Ὁ ἀγών τῆς ἐργατικῆς τάξεως εἶναι ἀγών γιά τήν ζωή. Πρέπει νά ἀποκτήσουν οἱ ἐργάτες μιά ἰσχυρή ὀργάνωσι. Ἡ συνέλευσις τῆς Βαϊμάρης ἀποφάσισε τήν ἐνίσχυσι τῶν ἐργοστασιακῶν ἐπιτροπῶν καί τήν ἑνότητα τοῦ κινήματος. μικροαστῶν εἶναι καταστρεπτική γιά τήν ἐργατική τάξι. Ὁ φασισμός κατά τῶν ὀργανώσεων. Τελευταῖα ἡ Ἕνωσις τῶν χρυσοχόων ἐξέδωσε τό ψήφισμά της. Τό Συνέδριο τῆς Βαϊμάρης θά συζητήση τά ζητήματα τῆς ἐργατικῆς τάξεως καί τῆς ἀνασυγκροτήσεως τοῦ ἐπαγγελματικοῦ κινήματος τῆς Γερμανίας. ἀπό τό ἐπίσημο ἄρθρο ἀπεκάλυψε τό μέγεθος τῆς δυνάμεως τῶν ἐργατῶν. Ἡ ἐπίσημη πρόβλεψις τῆς Ὁμοσπονδίας ἦταν 3.000.000 μέλη. Τά Συνδικάτα τῆς Γερμανίας ἔχουν τώρα ἐκτός τῆς ἐπιρροῆς τους ἕναν ἀγῶνα γιά τίς ἐπαγγελματικές ὀργανώσεις. Ὁ κίνδυνος εἶναι σοβαρός. Πῶς νά ἀντιμετωπισθῆ; bbox=[1064, 209, 1310, 914]
ad-sfyri-text: Γενικός ἀντιπρόσωπος ΗΛ. ΑΡΙΣΤΟΠΟΥΛΟΣ. Πατησίων 17, Ἀθῆναι. bbox=[1327, 817, 1560, 841]
ad-dermatologist-title: Ο ΕΞ ΕΛΛΑΔΟΣ ΔΕΡΜΑΤΟΛΟΓΟΣ bbox=[830, 948, 1016, 959]
right-column bbox=[1318, 88, 1560, 2158]
ad-koutsouris-addr: Ὁδός Σταδίου 16, Ὧραι 5—8 μ. μ. bbox=[304, 1310, 475, 1321]
section-heading: Β) ΤΟ ΕΝΙΑΙΟ ΣΧΟΛΕΙΟ ΕΡΓΑΣΙΑΣ bbox=[40, 451, 235, 462]
ad-shoes-title: ΡΩΣΣΙΚΟΝ ΥΠΟΔΗΜΑΤΟΠΟΙΕΙΟΝ bbox=[814, 1900, 1031, 1913]
article-paragraph: Στήν κομμουνιστική κοινωνία τό σχολεῖο δέν εἶναι ξεχωρισμένο ἀπό τήν ζωή. Τά παιδιά μαθαίνουν στά ἐργαστήρια, στούς ἀγρούς καί στά μουσεῖα. Ἡ ἐπιστήμη καί ἡ τέχνη γίνονται κτῆμα ὅλων τῶν ἐργαζομένων. bbox=[40, 1244, 279, 1327]
ad-column bbox=[548, 941, 798, 1579]
ad-watchmaker: ΔΕΝ ΕΧΩ οὔτε προθήκες ἐπιδεικτικές οὔτε καλλιτεχνικές διακοσμήσεις. ΟΜΩΣ ΣΑΣ ΔΙΝΩ ἐκλεκτά ὡρολόγια. ΧΡΗΣΤΟΣ Γ. ΠΑΠΑΔΟΠΟΥΛΟΣ ΩΡΟΛΟΓΟΠΟΙΟΣ — ΧΡΥΣΟΧΟΟΣ 90 — ΑΘΗΝΑΣ — 90 (Ἔναντι Δημαρχίας) ΤΗΛ. 3 25 bbox=[1327, 1081, 1560, 1300]
ad-fymatiosis-text: εἶναι ἡ μᾶλλον ἰάσιμος μεταξύ τῶν χρονίων νόσων (Grancher). ΠΑΝΑΓΙΩΤΑΚΟΥ Παθ. θεραπ. Ἰνστιτοῦτον. ΔΙΑΒΗΤΙΚΟΙ θεραπεύεσθε. bbox=[554, 965, 791, 1020]
ads-row bbox=[298, 939, 1310, 1579]
new-editions-title: ΝΕΑΙ ΕΚΔΟΣΕΙΣ bbox=[1113, 1851, 1233, 1866]
ad-aoutzidis: ΣΩΚΡ. Ι. ΑΟΥΤΖΙΔΗΣ Ὁ εἰδικός ἰατρός τῶν Συφιλιδικῶν, Δερματικῶν, Ἀφροδισίων νοσημάτων. Ὧραι 9—12 καί 3—8 μ.μ. bbox=[1054, 1752, 1292, 1841]
ad-kostoulas-addr: Ὁδός Καποδιστρίου 2 (Πλατεῖα Κάνιγγος) bbox=[1352, 513, 1535, 537]
pocket-watch-icon bbox=[1414, 1145, 1474, 1215]
ad-savings-bank: ΤΑΜΙΕΥΤΗΡΙΟΝ ΤΡΑΠΕΖΗΣ ΕΘΝΙΚΗΣ ΟΙΚΟΝΟΜΙΑΣ ΟΡΟΙ ΕΞΑΙΡΕΤΙΚΟΙ ΠΡΟΣ ΥΠΟΣΤΗΡΙΞΙΝ ΤΗΣ ΑΠΟΤΑΜΙΕΥΣΕΩΣ ΟΡΙΟΝ ΚΑΤΑΘΕΣΕΩΝ ΔΡΑΧ. 10.000 Τόκος 5 ο)ο ΑΝΕΥ ΟΙΟΥΔΗΠΟΤΕ ΦΟΡΟΥ ΑΠΗΛΛΑΓΜΕΝΟΝ Μεταθέσεις ὄψεως εἰς ἰσχύν καί εἰς ξένα νομίσματα ὑπό καλλίστους ὅρους bbox=[1327, 88, 1560, 241]
new-editions-text: Τῆς Σοσιαλιστικῆς Βιβλιοθήκης: Κ. Μάρξ, τό Κομμουνιστικό Μανιφέστο. bbox=[1054, 1870, 1292, 1897]
masthead-sub2: ΕΚΔΙΔΟΜΕΝΗ ΕΝ ΑΘΗΝΑΙΣ bbox=[79, 162, 240, 173]
bank-notice-sign: (Ἐκ τοῦ Γραφείου) bbox=[184, 1436, 279, 1447]
